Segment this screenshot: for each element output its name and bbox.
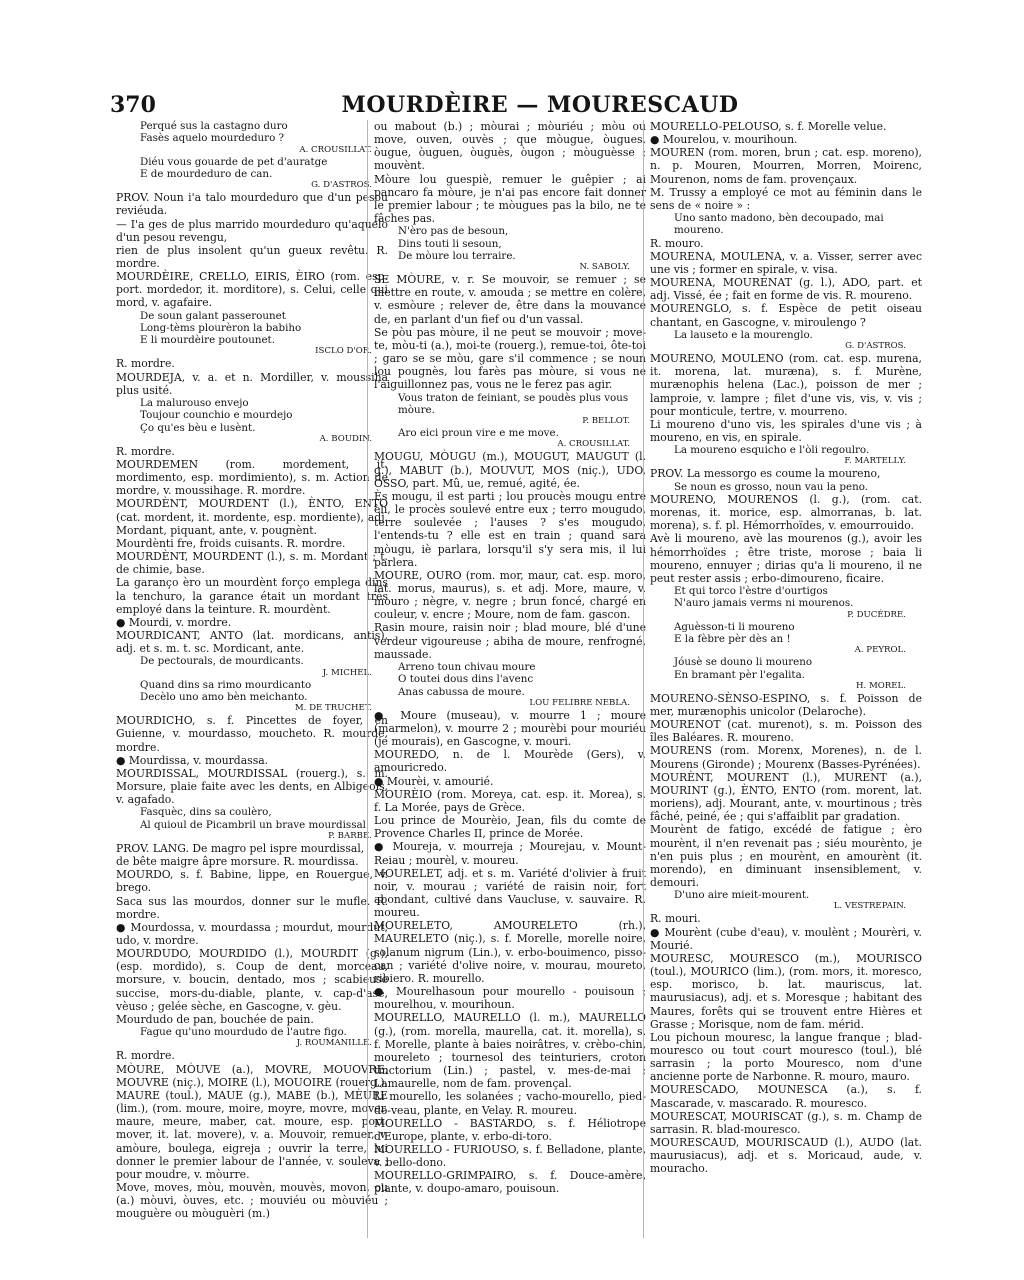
column-right <box>650 120 922 1240</box>
attribution: A. CROUSILLAT. <box>557 439 630 450</box>
attribution: A. CROUSILLAT. <box>299 144 372 155</box>
verse-line: Al quioul de Picambril un brave mourdissal. <box>140 818 370 831</box>
dictionary-entry: MOURELLO - FURIOUSO, s. f. Belladone, plante, v. bello-dono. <box>374 1142 646 1170</box>
dictionary-entry: MOURELET, adj. et s. m. Variété d'olivier à fruit noir, v. mourau ; variété de raisin noir, fort abondant, cultivé dans Vaucluse, v. sauvaire. R. moureu. <box>374 866 646 920</box>
dictionary-entry: rien de plus insolent qu'un gueux revêtu. R. mordre. <box>116 243 388 270</box>
dictionary-entry: MOURENA, MOULENA, v. a. Visser, serrer avec une vis ; former en spirale, v. visa. <box>650 249 922 276</box>
verse-line: Fasès aquelo mourdeduro ? <box>140 132 285 145</box>
verse-line: Quand dins sa rimo mourdicanto <box>140 678 312 691</box>
verse-line: Aro eici proun vire e me move. <box>398 427 559 440</box>
dictionary-entry: MOURDÈNT, MOURDENT (l.), s. m. Mordant ; t. de chimie, base. <box>116 550 388 577</box>
dictionary-entry: ● Mourènt (cube d'eau), v. moulènt ; Mourèri, v. Mourié. <box>650 925 922 952</box>
dictionary-entry: MOURENS (rom. Morenx, Morenes), n. de l. Mourens (Gironde) ; Mourenx (Basses-Pyrénées). <box>650 744 922 771</box>
attribution: N. SABOLY. <box>579 262 630 273</box>
verse-line: Aguèsson-ti li moureno <box>674 620 795 633</box>
column-rule <box>643 120 644 1238</box>
dictionary-entry: Li moureno d'uno vis, les spirales d'une vis ; à moureno, en vis, en spirale. <box>650 417 922 445</box>
dictionary-entry: MOURENO-SÈNSO-ESPINO, s. f. Poisson de mer, murænophis unicolor (Delaroche). <box>650 691 922 718</box>
verse-line: Vous traton de feiniant, se poudès plus vous mòure. <box>398 391 629 416</box>
dictionary-entry: R. mordre. <box>116 357 175 371</box>
dictionary-entry: ● Moureja, v. mourreja ; Mourejau, v. Mount-Reiau ; mourèl, v. moureu. <box>374 840 646 867</box>
column-middle <box>374 120 646 1240</box>
verse-line: Diéu vous gouarde de pet d'auratge <box>140 155 328 168</box>
dictionary-entry: MOURELLO - BASTARDO, s. f. Héliotrope d'Europe, plante, v. erbo-di-toro. <box>374 1116 646 1143</box>
column-left <box>116 120 388 1240</box>
dictionary-entry: MOUREN (rom. moren, brun ; cat. esp. moreno), n. p. Mouren, Mourren, Morren, Moirenc, Mourenon, noms de fam. provençaux. <box>650 146 922 186</box>
verse-line: N'auro jamais verms ni mourenos. <box>674 597 854 610</box>
verse-line: E de mourdeduro de can. <box>140 167 273 180</box>
dictionary-entry: MOUREDO, n. de l. Mourède (Gers), v. amouricredo. <box>374 748 646 775</box>
dictionary-entry: MOURESCAUD, MOURISCAUD (l.), AUDO (lat. maurusiacus), adj. et s. Moricaud, aude, v. mouracho. <box>650 1136 922 1176</box>
dictionary-entry: R. mordre. <box>116 1049 175 1063</box>
dictionary-entry: Se pòu pas mòure, il ne peut se mouvoir ; move-te, mòu-ti (a.), moi-te (rouerg.), remue-toi, ôte-toi ; garo se se mòu, gare s'il commence ; se noun lou pougnès, lou farès pas mòure, si vous ne l'aiguillonnez pas, vous ne le ferez pas agir. <box>374 325 646 392</box>
dictionary-entry: ● Mourdissa, v. mourdassa. <box>116 753 269 767</box>
dictionary-entry: MOURDEMEN (rom. mordement, it. mordimento, esp. mordimiento), s. m. Action de mordre, v. moussihage. R. mordre. <box>116 458 388 498</box>
dictionary-entry: Avè li moureno, avè las mourenos (g.), avoir les hémorrhoïdes ; être triste, morose ; baia li moureno, ennuyer ; dirias qu'a li moureno, il ne peut rester assis ; erbo-dimoureno, ficaire. <box>650 532 922 585</box>
dictionary-entry: MOURE, OURO (rom. mor, maur, cat. esp. moro, lat. morus, maurus), s. et adj. More, maure, v. mouro ; nègre, v. negre ; brun foncé, chargé en couleur, v. encre ; Moure, nom de fam. gascon. <box>374 568 646 622</box>
dictionary-entry: Saca sus las mourdos, donner sur le mufle. R. mordre. <box>116 894 388 921</box>
attribution: A. BOUDIN. <box>319 433 372 444</box>
verse-line: De pectourals, de mourdicants. <box>140 655 304 668</box>
dictionary-entry: MOURESCAT, MOURISCAT (g.), s. m. Champ de sarrasin. R. blad-mouresco. <box>650 1109 922 1136</box>
attribution: M. DE TRUCHET. <box>294 703 372 714</box>
attribution: P. DUCÉDRE. <box>847 609 906 620</box>
dictionary-entry: MOURÈIO (rom. Moreya, cat. esp. it. Morea), s. f. La Morée, pays de Grèce. <box>374 787 646 814</box>
dictionary-entry: MOURDÈNT, MOURDENT (l.), ÈNTO, ENTO (cat. mordent, it. mordente, esp. mordiente), adj. Mordant, piquant, ante, v. pougnènt. <box>116 497 388 537</box>
dictionary-entry: ● Mourdossa, v. mourdassa ; mourdut, mourdut, udo, v. mordre. <box>116 920 388 948</box>
dictionary-entry: MOURDEJA, v. a. et n. Mordiller, v. moussiha plus usité. <box>116 370 388 397</box>
verse-line: Et qui torco l'èstre d'ourtigos <box>674 585 828 598</box>
attribution: J. MICHEL. <box>322 667 372 678</box>
dictionary-entry: La garanço èro un mourdènt forço emplega dins la tenchuro, la garance était un mordant très employé dans la teinture. R. mourdènt. <box>116 576 388 616</box>
verse-line: Fague qu'uno mourdudo de l'autre figo. <box>140 1026 347 1039</box>
dictionary-entry: MOURDISSAL, MOURDISSAL (rouerg.), s. m. Morsure, plaie faite avec les dents, en Albigeois, v. agafado. <box>116 766 388 807</box>
dictionary-entry: MOURDO, s. f. Babine, lippe, en Rouergue, v. brego. <box>116 868 388 895</box>
dictionary-entry: MOURENGLO, s. f. Espèce de petit oiseau chantant, en Gascogne, v. miroulengo ? <box>650 302 922 329</box>
verse-line: Jóusè se douno li moureno <box>674 656 813 669</box>
dictionary-entry: Ès mougu, il est parti ; lou proucès mougu entre èli, le procès soulevé entre eux ; terro mougudo, terre soulevée ; l'auses ? s'es mougudo, l'entends-tu ? elle est en train ; quand sara mòugu, iè parlara, lorsqu'il s'y sera mis, il lui parlera. <box>374 489 646 569</box>
dictionary-entry: ou mabout (b.) ; mòurai ; mòuriéu ; mòu ou move, ouven, ouvès ; que mòugue, òugues, òugue, òuguen, òuguès, òugon ; mòuguèsse ; mouvènt. <box>374 120 646 173</box>
attribution: P. BARBE. <box>328 830 372 841</box>
dictionary-entry: MÒURE, MÒUVE (a.), MOVRE, MOUOVRE, MOUVRE (niç.), MOIRE (l.), MOUOIRE (rouerg.), MAURE (toul.), MAUE (g.), MABE (b.), MÈURE (lim.), (rom. moure, moire, moyre, movre, mover, maure, meure, maber, cat. moure, esp. port. mover, it. lat. movere), v. a. Mouvoir, remuer, v. amòure, boulega, eigreja ; ouvrir la terre, lui donner le premier labour de l'année, v. souleva ; pour moudre, v. mòurre. <box>116 1062 388 1181</box>
dictionary-entry: PROV. Noun i'a talo mourdeduro que d'un pesou reviéuda. <box>116 191 388 218</box>
dictionary-entry: ● Mourelhasoun pour mourello - pouisoun ; mourelhou, v. mourihoun. <box>374 985 646 1012</box>
dictionary-entry: Mourdènti fre, froids cuisants. R. mordre. <box>116 536 346 550</box>
dictionary-entry: MOURDICANT, ANTO (lat. mordicans, antis), adj. et s. m. t. sc. Mordicant, ante. <box>116 629 388 656</box>
verse-line: D'uno aire mieit-mourent. <box>674 889 810 902</box>
verse-line: De mòure lou terraire. <box>398 249 516 262</box>
dictionary-entry: Mourdudo de pan, bouchée de pain. <box>116 1012 314 1026</box>
dictionary-entry: MOURENO, MOULENO (rom. cat. esp. murena, it. morena, lat. muræna), s. f. Murène, murænophis helena (Lac.), poisson de mer ; lamproie, v. lampre ; filet d'une vis, vis, v. vis ; pour monticule, tertre, v. mourreno. <box>650 352 922 418</box>
attribution: J. ROUMANILLE. <box>296 1038 372 1049</box>
attribution: ISCLO D'OR. <box>315 346 372 357</box>
verse-line: Perqué sus la castagno duro <box>140 120 288 132</box>
dictionary-entry: PROV. LANG. De magro pel ispre mourdissal, <box>116 841 365 855</box>
dictionary-entry: de bête maigre âpre morsure. R. mourdissa. <box>116 855 359 869</box>
dictionary-entry: Mourènt de fatigo, excédé de fatigue ; èro mourènt, il n'en revenait pas ; siéu mourènto, je n'en puis plus ; en mourènt, en amourènt (it. morendo), en diminuant insensiblement, v. demouri. <box>650 823 922 889</box>
attribution: A. PEYROL. <box>854 645 906 656</box>
dictionary-entry: ● Mourelou, v. mourihoun. <box>650 133 798 147</box>
dictionary-entry: — I'a ges de plus marrido mourdeduro qu'aquelo d'un pesou revengu, <box>116 217 388 244</box>
dictionary-entry: R. mouri. <box>650 912 701 926</box>
verse-line: De soun galant passerounet <box>140 309 286 322</box>
verse-line: En bramant pèr l'egalita. <box>674 668 805 681</box>
dictionary-entry: ● Moure (museau), v. mourre 1 ; moure (marmelon), v. mourre 2 ; mourèbi pour mouriéu (je mourais), en Gascogne, v. mouri. <box>374 708 646 749</box>
dictionary-entry: R. mordre. <box>116 444 175 458</box>
dictionary-entry: MOURENO, MOURENOS (l. g.), (rom. cat. morenas, it. morice, esp. almorranas, b. lat. morena), s. f. pl. Hémorrhoïdes, v. emourrouido. <box>650 492 922 533</box>
verse-line: Fasquèc, dins sa coulèro, <box>140 806 272 819</box>
verse-line: Ço qu'es bèu e lusènt. <box>140 421 256 434</box>
verse-line: La moureno esquicho e l'òli regoulro. <box>674 444 870 457</box>
dictionary-entry: MOURELLO-PELOUSO, s. f. Morelle velue. <box>650 120 887 133</box>
attribution: P. BELLOT. <box>582 416 630 427</box>
dictionary-entry: Mòure lou guespiè, remuer le guêpier ; ai pancaro fa mòure, je n'ai pas encore fait donner le premier labour ; te mòugues pas la bilo, ne te fâches pas. <box>374 172 646 226</box>
dictionary-entry: Li mourello, les solanées ; vacho-mourello, pied-de-veau, plante, en Velay. R. moureu. <box>374 1090 646 1117</box>
dictionary-entry: ● Mourèi, v. amourié. <box>374 774 494 788</box>
dictionary-entry: R. mouro. <box>650 236 704 250</box>
attribution: G. D'ASTROS. <box>845 341 906 352</box>
dictionary-entry: Lou pichoun mouresc, la langue franque ; blad-mouresco ou tout court mouresco (toul.), blé sarrasin ; la porto Mouresco, nom d'une ancienne porte de Narbonne. R. mouro, mauro. <box>650 1030 922 1084</box>
column-rule <box>367 120 368 1238</box>
dictionary-entry: MOURESCADO, MOUNESCA (a.), s. f. Mascarade, v. mascarado. R. mouresco. <box>650 1083 922 1110</box>
verse-line: N'èro pas de besoun, <box>398 225 509 238</box>
dictionary-entry: MOURDÈIRE, CRELLO, EIRIS, ÈIRO (rom. esp. port. mordedor, it. morditore), s. Celui, celle qui mord, v. agafaire. <box>116 270 388 310</box>
dictionary-entry: MOURESC, MOURESCO (m.), MOURISCO (toul.), MOURICO (lim.), (rom. mors, it. moresco, esp. morisco, b. lat. mauriscus, lat. maurusiacus), adj. et s. Moresque ; habitant des Maures, forêts qui se trouvent entre Hières et Grasse ; Morisque, nom de fam. mérid. <box>650 951 922 1031</box>
verse-line: Dins touti li sesoun, <box>398 237 502 250</box>
dictionary-entry: MOURDICHO, s. f. Pincettes de foyer, en Guienne, v. mourdasso, moucheto. R. mourde, mordre. <box>116 714 388 754</box>
dictionary-entry: MOURELLO-GRIMPAIRO, s. f. Douce-amère, plante, v. doupo-amaro, pouisoun. <box>374 1169 646 1196</box>
dictionary-entry: MOURELETO, AMOURELETO (rh.), MAURELETO (niç.), s. f. Morelle, morelle noire, solanum nigrum (Lin.), v. erbo-bouimenco, pisso-can ; variété d'olive noire, v. mourau, moureto, ribiero. R. mourello. <box>374 919 646 985</box>
dictionary-entry: MOURENOT (cat. murenot), s. m. Poisson des îles Baléares. R. moureno. <box>650 718 922 745</box>
dictionary-entry: MOURDUDO, MOURDIDO (l.), MOURDIT (g.), (esp. mordido), s. Coup de dent, morceau, morsure, v. boucin, dentado, mos ; scabieuse succise, mors-du-diable, plante, v. cap-d'ase, vèuso ; gelée sèche, en Gascogne, v. gèu. <box>116 947 388 1013</box>
dictionary-entry: SE MÒURE, v. r. Se mouvoir, se remuer ; se mettre en route, v. amouda ; se mettre en colère, v. esmòure ; relever de, être dans la mouvance de, en parlant d'un fief ou d'un vassal. <box>374 273 646 326</box>
attribution: H. MOREL. <box>856 680 906 691</box>
dictionary-entry: MOURÈNT, MOURENT (l.), MURENT (a.), MOURINT (g.), ÈNTO, ENTO (rom. morent, lat. moriens), adj. Mourant, ante, v. mourtinous ; très fâché, peiné, ée ; qui s'affaiblit par gradation. <box>650 770 922 824</box>
verse-line: E li mourdèire poutounet. <box>140 334 275 347</box>
verse-line: Anas cabussa de moure. <box>398 685 525 698</box>
dictionary-entry: Move, moves, mòu, mouvèn, mouvès, movon, ou (a.) mòuvi, òuves, etc. ; mouviéu ou mòuviéu ; mouguère ou mòuguèri (m.) <box>116 1180 388 1221</box>
running-head: MOURDÈIRE — MOURESCAUD <box>341 92 739 118</box>
verse-line: O toutei dous dins l'avenc <box>398 673 534 686</box>
verse-line: Long-tèms plourèron la babiho <box>140 321 302 334</box>
dictionary-entry: PROV. La messorgo es coume la moureno, <box>650 467 881 481</box>
dictionary-entry: Lou prince de Mourèio, Jean, fils du comte de Provence Charles II, prince de Morée. <box>374 814 646 841</box>
dictionary-entry: ● Mourdi, v. mordre. <box>116 615 232 629</box>
page-number: 370 <box>110 92 156 118</box>
verse-line: Se noun es grosso, noun vau la peno. <box>674 480 869 493</box>
verse-line: La malurouso envejo <box>140 396 249 409</box>
attribution: LOU FELIBRE NEBLA. <box>529 697 630 708</box>
dictionary-entry: Rasin moure, raisin noir ; blad moure, blé d'une verdeur vigoureuse ; abiha de moure, renfrogné, maussade. <box>374 621 646 661</box>
dictionary-entry: M. Trussy a employé ce mot au féminin dans le sens de « noire » : <box>650 185 922 212</box>
attribution: F. MARTELLY. <box>844 456 906 467</box>
verse-line: E la fèbre pèr dès an ! <box>674 632 791 645</box>
verse-line: La lauseto e la mourenglo. <box>674 328 813 341</box>
verse-line: Uno santo madono, bèn decoupado, mai moureno. <box>674 212 884 237</box>
attribution: L. VESTREPAIN. <box>833 901 906 912</box>
dictionary-entry: MOUGU, MÒUGU (m.), MOUGUT, MAUGUT (l. g.), MABUT (b.), MOUVUT, MOS (niç.), UDO, OSSO, part. Mû, ue, remué, agité, ée. <box>374 450 646 490</box>
dictionary-entry: MOURENA, MOURENAT (g. l.), ADO, part. et adj. Vissé, ée ; fait en forme de vis. R. moureno. <box>650 276 922 303</box>
verse-line: Decèlo uno amo bèn meichanto. <box>140 690 308 703</box>
dictionary-entry: MOURELLO, MAURELLO (l. m.), MAURELLO (g.), (rom. morella, maurella, cat. it. morella), s. f. Morelle, plante à baies noirâtres, v. crèbo-chin, moureleto ; tournesol des teinturiers, croton tinctorium (Lin.) ; pastel, v. mes-de-mai ; Lamaurelle, nom de fam. provençal. <box>374 1011 646 1091</box>
page-header <box>110 92 970 122</box>
verse-line: Arreno toun chivau moure <box>398 660 536 673</box>
attribution: G. D'ASTROS. <box>311 180 372 191</box>
verse-line: Toujour counchio e mourdejo <box>140 409 293 422</box>
